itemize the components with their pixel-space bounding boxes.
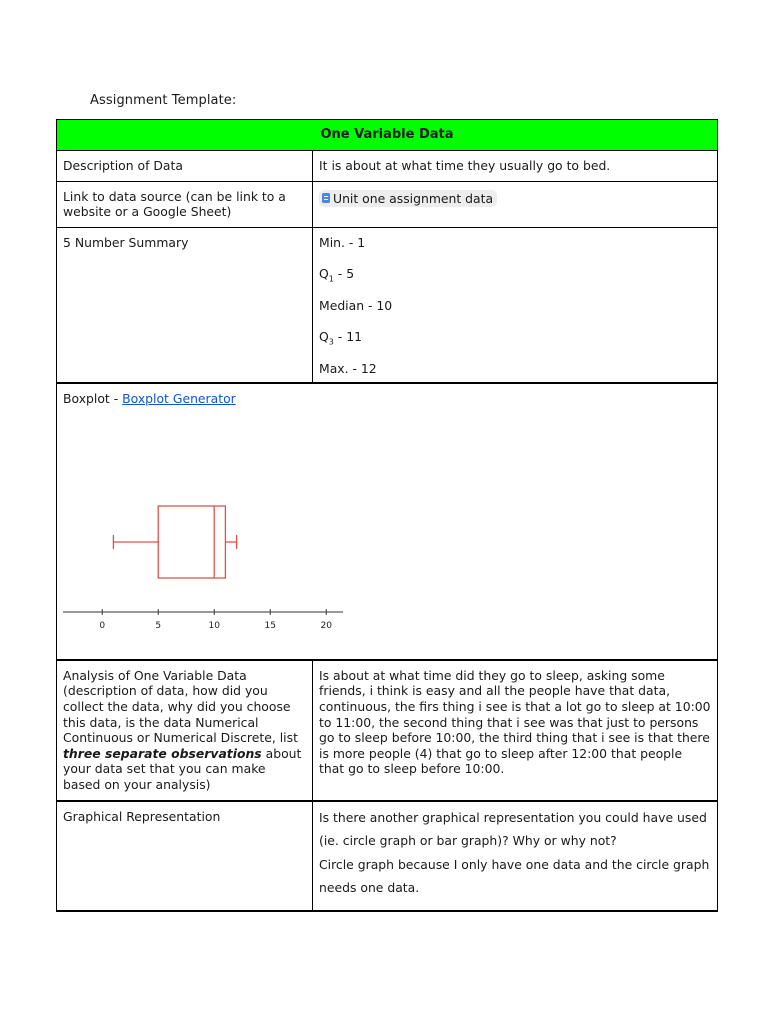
description-value: It is about at what time they usually go to bed. — [313, 151, 718, 182]
summary-q3: $Q_3 - 11$ — [319, 329, 362, 347]
boxplot-title: Boxplot - Boxplot Generator — [63, 390, 236, 406]
summary-min: Min. - 1 — [319, 234, 366, 250]
description-label: Description of Data — [57, 151, 313, 182]
x-axis-tick-label: 10 — [208, 621, 220, 632]
x-axis-tick-label: 5 — [155, 621, 162, 632]
x-axis-tick-label: 0 — [99, 621, 106, 632]
graphical-answer: Circle graph because I only have one data and the circle graph needs one data. — [319, 856, 710, 896]
summary-label: 5 Number Summary — [57, 227, 313, 383]
summary-median: Median - 10 — [319, 297, 393, 313]
google-doc-icon — [322, 193, 330, 203]
graphical-question: Is there another graphical representation you could have used (ie. circle graph or bar graph)? Why or why not? — [319, 809, 707, 849]
summary-cell — [313, 227, 718, 383]
boxplot-svg — [63, 406, 343, 636]
graphical-label: Graphical Representation — [57, 801, 313, 911]
assignment-table — [56, 119, 718, 912]
boxplot-chart — [63, 406, 343, 636]
table-header: One Variable Data — [57, 120, 718, 151]
boxplot-cell — [57, 383, 718, 660]
x-axis-tick-label: 15 — [264, 621, 276, 632]
iqr-box — [158, 506, 225, 578]
analysis-value: Is about at what time did they go to sleep, asking some friends, i think is easy and all the people have that data, continuous, the firs thing i see is that a lot go to sleep at 10:00 to 11:00, the second thing that i see was that just to persons go to sleep before 10:00, the third thing that i see is that there is more people (4) that go to sleep after 12:00 that people that go to sleep before 10:00. — [313, 660, 718, 801]
source-label: Link to data source (can be link to a website or a Google Sheet) — [57, 181, 313, 227]
analysis-label: Analysis of One Variable Data (description of data, how did you collect the data, why did you choose this data, is the data Numerical Continuous or Numerical Discrete, list three separate observations about your data set that you can make based on your analysis) — [57, 660, 313, 801]
summary-q1: $Q_1 - 5$ — [319, 266, 355, 284]
data-source-chip-label: Unit one assignment data — [333, 190, 494, 206]
graphical-cell — [313, 801, 718, 911]
document-heading: Assignment Template: — [90, 93, 237, 108]
summary-max: Max. - 12 — [319, 360, 377, 376]
data-source-chip[interactable] — [319, 190, 497, 208]
x-axis-tick-label: 20 — [320, 621, 332, 632]
source-cell — [313, 181, 718, 227]
boxplot-generator-link[interactable]: Boxplot Generator — [122, 390, 236, 406]
